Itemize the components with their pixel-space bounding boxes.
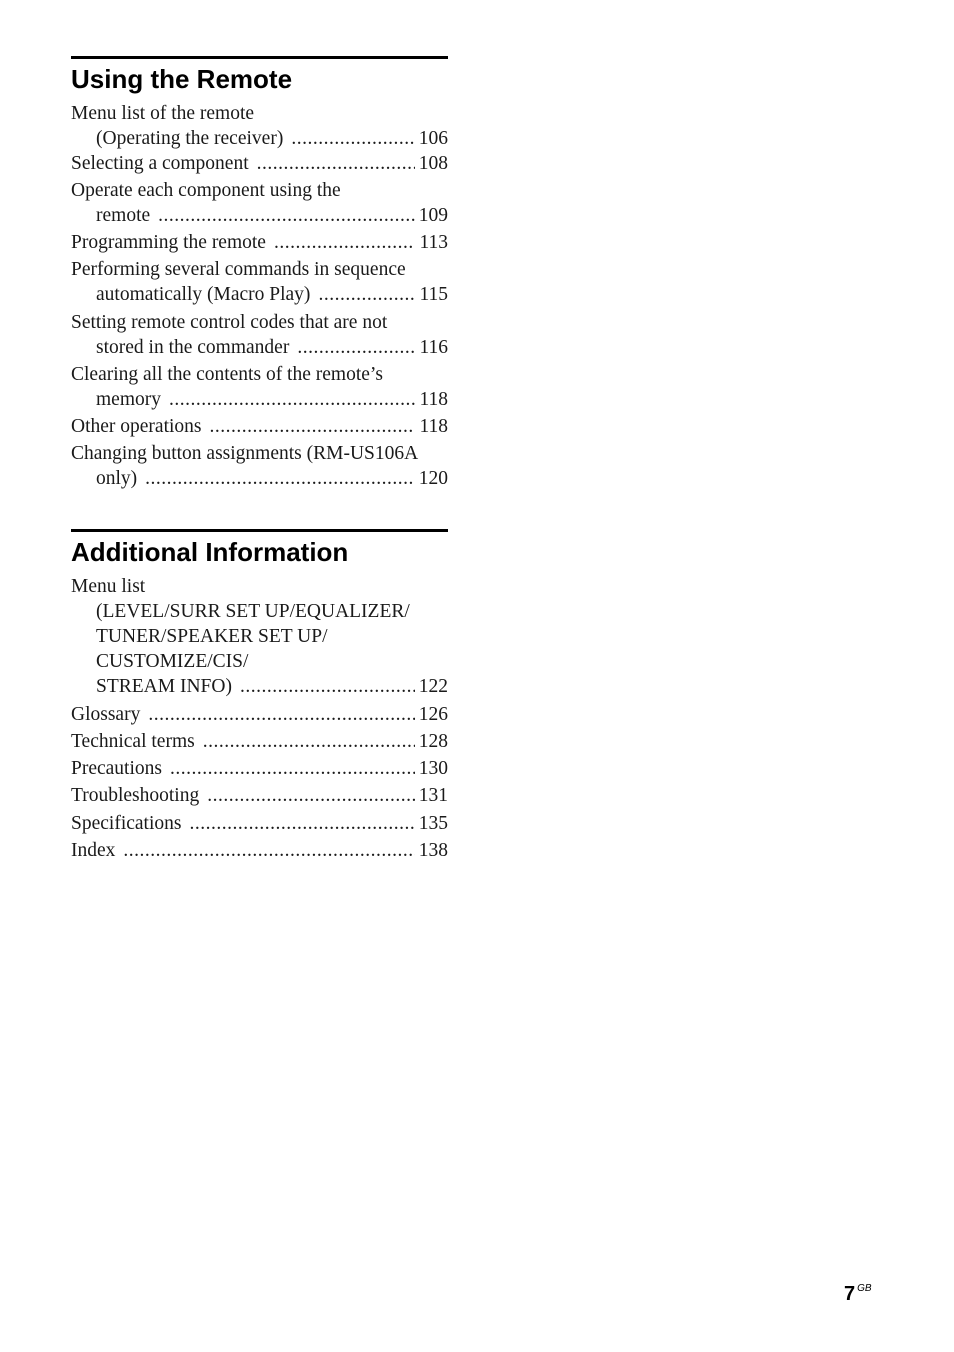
section-rule [71, 56, 448, 59]
toc-entry-label: Technical terms [71, 731, 195, 752]
toc-entry[interactable] [96, 338, 448, 358]
toc-entry-line: Menu list [71, 576, 146, 597]
toc-entry[interactable] [71, 154, 448, 174]
toc-entry-line: TUNER/SPEAKER SET UP/ [96, 626, 328, 647]
toc-page-number: 138 [418, 840, 448, 861]
toc-entry-line: Operate each component using the [71, 180, 341, 201]
toc-entry-line: Menu list of the remote [71, 103, 255, 124]
toc-page-number: 131 [418, 785, 448, 806]
dot-leader [170, 759, 415, 779]
dot-leader [145, 469, 415, 489]
toc-entry[interactable] [71, 233, 448, 253]
dot-leader [240, 677, 415, 697]
dot-leader [158, 206, 415, 226]
toc-entry[interactable] [96, 390, 448, 410]
toc-page-number: 116 [419, 337, 448, 358]
dot-leader [210, 417, 416, 437]
dot-leader [297, 338, 415, 358]
toc-entry[interactable] [96, 469, 448, 489]
toc-entry[interactable] [96, 206, 448, 226]
toc-page-number: 109 [418, 205, 448, 226]
dot-leader [291, 129, 414, 149]
toc-entry-label: Other operations [71, 416, 202, 437]
toc-entry-label: Selecting a component [71, 153, 249, 174]
toc-entry[interactable] [71, 786, 448, 806]
dot-leader [203, 732, 415, 752]
toc-entry-line: Changing button assignments (RM-US106A [71, 443, 419, 464]
toc-entry-label: only) [96, 468, 138, 489]
toc-entry[interactable] [96, 129, 448, 149]
toc-entry-label: memory [96, 389, 161, 410]
section-heading: Additional Information [71, 537, 349, 567]
toc-entry[interactable] [71, 841, 448, 861]
toc-page-number: 122 [418, 676, 448, 697]
toc-entry-line: (LEVEL/SURR SET UP/EQUALIZER/ [96, 601, 410, 622]
toc-page-number: 106 [418, 128, 448, 149]
toc-entry-label: stored in the commander [96, 337, 290, 358]
toc-page-number: 108 [418, 153, 448, 174]
toc-entry-label: Glossary [71, 704, 141, 725]
toc-entry[interactable] [71, 814, 448, 834]
toc-page-number: 130 [418, 758, 448, 779]
toc-entry-line: Performing several commands in sequence [71, 259, 406, 280]
dot-leader [257, 154, 415, 174]
toc-entry-label: Specifications [71, 813, 182, 834]
toc-entry-label: remote [96, 205, 151, 226]
toc-page-number: 135 [418, 813, 448, 834]
toc-page-number: 128 [418, 731, 448, 752]
toc-entry-line: Clearing all the contents of the remote’s [71, 364, 383, 385]
toc-entry-label: automatically (Macro Play) [96, 284, 311, 305]
toc-page-number: 126 [418, 704, 448, 725]
toc-entry[interactable] [96, 285, 448, 305]
toc-entry-line: Setting remote control codes that are not [71, 312, 388, 333]
toc-entry-label: Index [71, 840, 116, 861]
toc-entry[interactable] [96, 677, 448, 697]
toc-entry-label: (Operating the receiver) [96, 128, 284, 149]
toc-entry[interactable] [71, 732, 448, 752]
toc-page-number: 118 [419, 389, 448, 410]
dot-leader [189, 814, 414, 834]
dot-leader [123, 841, 414, 861]
toc-entry[interactable] [71, 759, 448, 779]
toc-entry-label: STREAM INFO) [96, 676, 232, 697]
section-rule [71, 529, 448, 532]
dot-leader [148, 705, 414, 725]
dot-leader [207, 786, 415, 806]
page-number: 7 $^{GB}$ [844, 1283, 872, 1305]
toc-page-number: 115 [419, 284, 448, 305]
toc-entry-label: Precautions [71, 758, 162, 779]
dot-leader [318, 285, 415, 305]
toc-entry-label: Programming the remote [71, 232, 266, 253]
section-heading: Using the Remote [71, 64, 293, 94]
dot-leader [274, 233, 416, 253]
toc-entry-label: Troubleshooting [71, 785, 200, 806]
toc-page-number: 113 [419, 232, 448, 253]
toc-entry[interactable] [71, 705, 448, 725]
toc-entry-line: CUSTOMIZE/CIS/ [96, 651, 249, 672]
region-suffix: GB [857, 1283, 872, 1294]
dot-leader [169, 390, 415, 410]
toc-page-number: 118 [419, 416, 448, 437]
toc-page-number: 120 [418, 468, 448, 489]
toc-entry[interactable] [71, 417, 448, 437]
